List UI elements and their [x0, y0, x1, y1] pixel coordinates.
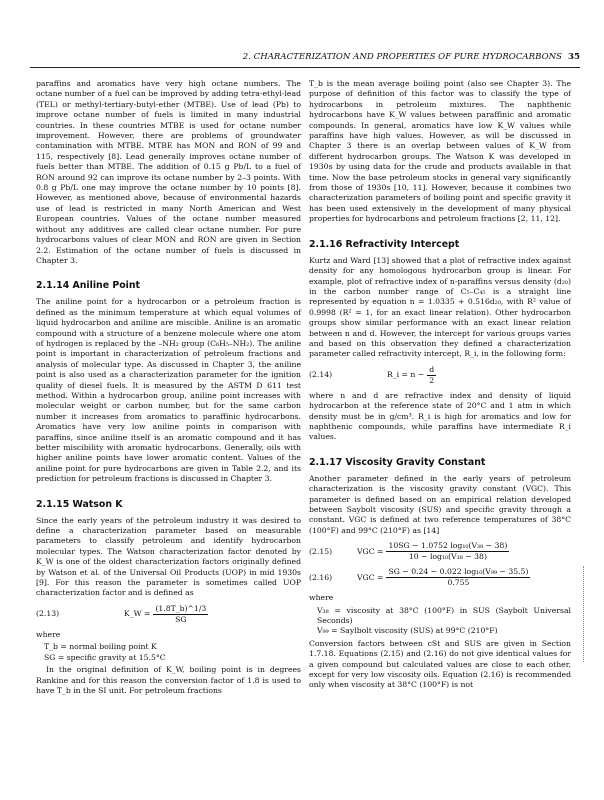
paragraph-refractivity-2: where n and d are refractive index and density of liquid hydrocarbon at the reference state of 20°C and 1 atm in which density must be in g/cm³. R_i is high for aromatics and low for naphthenic compounds, while paraffins have intermediate R_i values.	[309, 390, 571, 442]
paragraph-aniline: The aniline point for a hydrocarbon or a petroleum fraction is defined as the minimum temperature at which equal volumes of liquid hydrocarbon and aniline are miscible. Aniline is an aromatic compound with a structure of a benzene molecule where one atom of hydrogen is replaced by the –NH₂ group (C₆H₅–NH₂). The aniline point is important in characterization of petroleum fractions and analysis of molecular type. As discussed in Chapter 3, the aniline point is also used as a characterization parameter for the ignition quality of diesel fuels. It is measured by the ASTM D 611 test method. Within a hydrocarbon group, aniline point increases with molecular weight or carbon number, but for the same carbon number it increases from aromatics to paraffinic hydrocarbons. Aromatics have very low aniline points in comparison with paraffins, since aniline itself is an aromatic compound and it has better miscibility with aromatic hydrocarbons. Generally, oils with higher aniline points have lower aromatic content. Values of the aniline point for pure hydrocarbons are given in Table 2.2, and its prediction for petroleum fractions is discussed in Chapter 3.	[36, 297, 301, 484]
where-label: where	[36, 629, 61, 639]
paragraph-refractivity: Kurtz and Ward [13] showed that a plot of refractive index against density for any homologous hydrocarbon group is linear. For example, plot of refractive index of n-paraffins versus density (d₂₀) in the carbon number range of C₅–C₄₅ is a straight line represented by equation n = 1.0335 + 0.516d₂₀, with R² value of 0.9998 (R² = 1, for an exact linear relation). Other hydrocarbon groups show similar performance with an exact linear relation between n and d. However, the intercept for various groups varies and based on this observation they defined a characterization parameter called refractivity intercept, R_i, in the following form:	[309, 255, 571, 359]
definition-list	[44, 642, 301, 663]
equation-number: (2.15)	[309, 546, 333, 556]
paragraph-watson-continued: In the original definition of K_W, boiling point is in degrees Rankine and for this reason the conversion factor of 1.8 is used to have T_b in the SI unit. For petroleum fractions	[36, 665, 301, 695]
equation-lhs: R_i = n −	[387, 370, 425, 380]
equation-2-14	[309, 365, 571, 386]
equation-2-16	[309, 567, 571, 588]
equation-number: (2.13)	[36, 609, 60, 619]
equation-numerator: SG − 0.24 − 0.022 log₁₀(V₉₉ − 35.5)	[388, 567, 529, 577]
running-header	[30, 51, 580, 68]
equation-number: (2.14)	[309, 370, 333, 380]
equation-lhs: VGC =	[357, 546, 384, 556]
equation-numerator: d	[429, 364, 435, 374]
paragraph-watson: Since the early years of the petroleum industry it was desired to define a characterization parameter based on measurable parameters to classify petroleum and identify hydrocarbon molecular types. The Watson characterization factor denoted by K_W is one of the oldest characterization factors originally defined by Watson et al. of the Universal Oil Products (UOP) in mid 1930s [9]. For this reason the parameter is sometimes called UOP characterization factor and is defined as	[36, 515, 301, 598]
paragraph-vgc: Another parameter defined in the early years of petroleum characterization is the viscosity gravity constant (VGC). This parameter is defined based on an empirical relation developed between Saybolt viscosity (SUS) and specific gravity through a constant. VGC is defined at two reference temperatures of 38°C (100°F) and 99°C (210°F) as [14]	[309, 473, 571, 535]
equation-2-15	[309, 541, 571, 562]
equation-fraction	[386, 541, 509, 562]
equation-denominator: 10 − log₁₀(V₃₈ − 38)	[408, 552, 487, 562]
paragraph-octane: paraffins and aromatics have very high octane numbers. The octane number of a fuel can be improved by adding tetra-ethyl-lead (TEL) or methyl-tertiary-butyl-ether (MTBE). Use of lead (Pb) to improve octane number of fuels is limited in many industrial countries. In these countries MTBE is used for octane number improvement. However, there are problems of groundwater contamination with MTBE. MTBE has MON and RON of 99 and 115, respectively [8]. Lead generally improves octane number of fuels better than MTBE. The addition of 0.15 g Pb/L to a fuel of RON around 92 can improve its octane number by 2–3 points. With 0.8 g Pb/L one may improve the octane number by 10 points [8]. However, as mentioned above, because of environmental hazards use of lead is restricted in many North American and West European countries. Values of the octane number measured without any additives are called clear octane number. For pure hydrocarbons values of clear MON and RON are given in Section 2.2. Estimation of the octane number of fuels is discussed in Chapter 3.	[36, 79, 301, 265]
equation-lhs: VGC =	[357, 572, 384, 582]
equation-number: (2.16)	[309, 572, 333, 582]
equation-fraction	[427, 365, 436, 386]
section-heading-aniline: 2.1.14 Aniline Point	[36, 280, 141, 292]
definition-item: SG = specific gravity at 15.5°C	[44, 652, 166, 662]
page-edge-mark	[583, 566, 584, 662]
equation-denominator: 2	[429, 375, 435, 385]
equation-lhs: K_W =	[124, 609, 151, 619]
definition-item: V₃₈ = viscosity at 38°C (100°F) in SUS (Saybolt Universal Seconds)	[317, 605, 571, 626]
equation-2-13	[36, 604, 301, 625]
paragraph-conversion: Conversion factors between cSt and SUS are given in Section 1.7.18. Equations (2.15) and (2.16) do not give identical values for a given compound but calculated values are close to each other, except for very low viscosity oils. Equation (2.16) is recommended only when viscosity at 38°C (100°F) is not	[309, 638, 571, 690]
equation-numerator: (1.8T_b)^1/3	[155, 603, 207, 613]
left-column	[36, 79, 301, 696]
definition-list	[317, 606, 571, 637]
equation-denominator: SG	[175, 614, 187, 624]
section-heading-vgc: 2.1.17 Viscosity Gravity Constant	[309, 456, 486, 468]
page-number: 35	[568, 52, 580, 62]
equation-denominator: 0.755	[447, 578, 470, 588]
definition-item: V₉₉ = Saylbolt viscosity (SUS) at 99°C (210°F)	[317, 626, 498, 636]
right-column	[309, 79, 571, 691]
paragraph-watson-purpose: T_b is the mean average boiling point (also see Chapter 3). The purpose of definition of this factor was to classify the type of hydrocarbons in petroleum mixtures. The naphthenic hydrocarbons have K_W values between paraffinic and aromatic compounds. In general, aromatics have low K_W values while paraffins have high values. However, as will be discussed in Chapter 3 there is an overlap between values of K_W from different hydrocarbon groups. The Watson K was developed in 1930s by using data for the crude and products available in that time. Now the base petroleum stocks in general vary significantly from those of 1930s [10, 11]. However, because it combines two characterization parameters of boiling point and specific gravity it has been used extensively in the development of many physical properties for hydrocarbons and petroleum fractions [2, 11, 12].	[309, 79, 571, 224]
definition-item: T_b = normal boiling point K	[44, 642, 157, 652]
equation-fraction	[153, 604, 208, 625]
running-title: 2. CHARACTERIZATION AND PROPERTIES OF PURE HYDROCARBONS	[242, 52, 563, 62]
equation-fraction	[386, 567, 530, 588]
section-heading-watson: 2.1.15 Watson K	[36, 498, 123, 510]
where-label: where	[309, 593, 334, 603]
equation-numerator: 10SG − 1.0752 log₁₀(V₃₈ − 38)	[388, 541, 508, 551]
section-heading-refractivity: 2.1.16 Refractivity Intercept	[309, 238, 460, 250]
